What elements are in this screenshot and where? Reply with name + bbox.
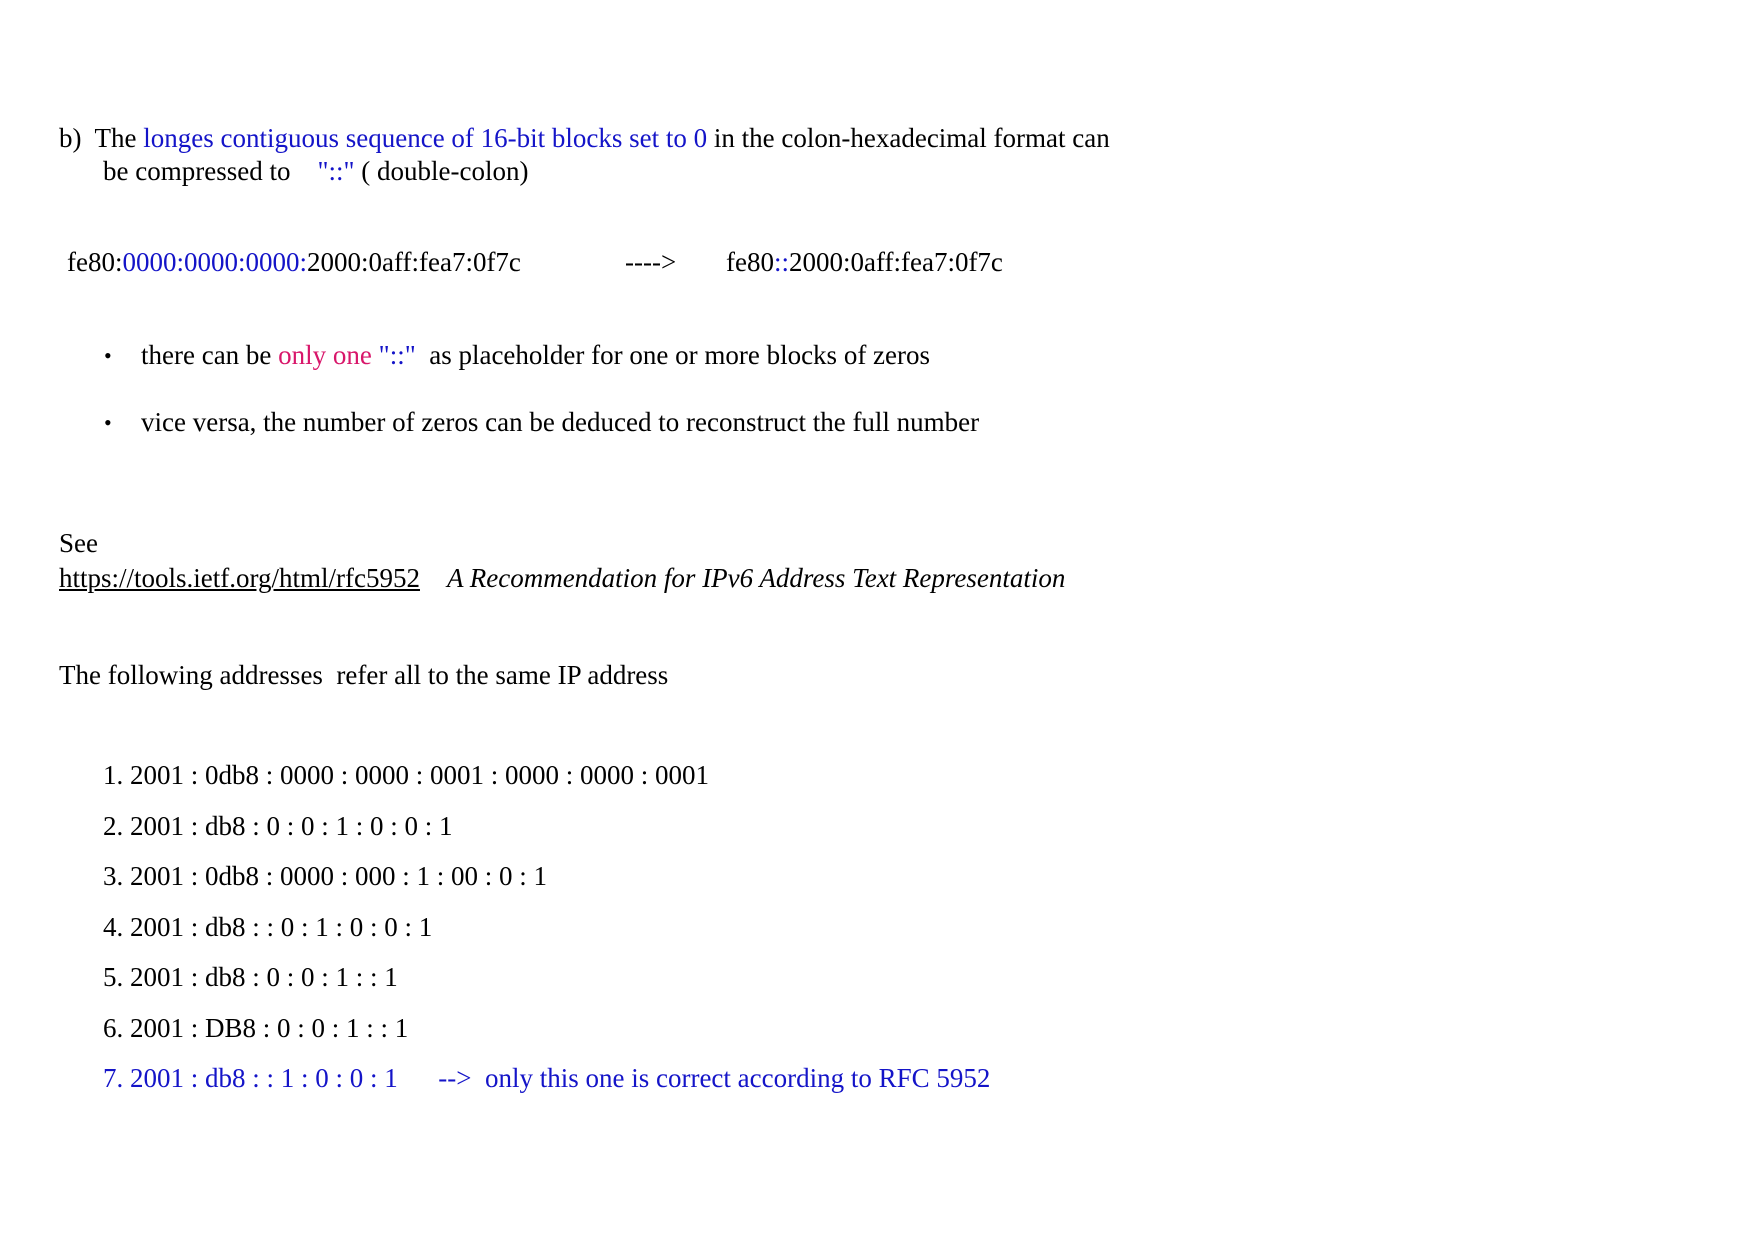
bullet-item-1-pink: only one <box>278 340 372 370</box>
section-b-line1-highlight: longes contiguous sequence of 16-bit blocks set to 0 <box>143 123 708 153</box>
bullet-item-1-post: as placeholder for one or more blocks of zeros <box>429 340 931 370</box>
section-b-line2-highlight: "::" <box>317 156 355 186</box>
example-full-address <box>67 246 521 278</box>
example-short-address <box>726 246 1003 278</box>
following-text: The following addresses refer all to the same IP address <box>59 660 669 690</box>
section-b-line1 <box>59 122 1110 154</box>
section-b-line2-pre: be compressed to <box>103 156 291 186</box>
bullet-dot-icon: • <box>104 343 112 368</box>
section-b-marker: b) <box>59 123 82 153</box>
list-item: 3. 2001 : 0db8 : 0000 : 000 : 1 : 00 : 0 : 1 <box>103 861 548 891</box>
correct-note: --> only this one is correct according to RFC 5952 <box>438 1063 991 1093</box>
example-arrow: ----> <box>625 247 677 277</box>
list-item: 2. 2001 : db8 : 0 : 0 : 1 : 0 : 0 : 1 <box>103 811 453 841</box>
example-full-zeros: 0000:0000:0000: <box>122 247 307 277</box>
see-label: See <box>59 528 98 558</box>
list-item: 6. 2001 : DB8 : 0 : 0 : 1 : : 1 <box>103 1013 409 1043</box>
bullet-item-2-text: vice versa, the number of zeros can be deduced to reconstruct the full number <box>141 407 980 437</box>
example-short-suffix: 2000:0aff:fea7:0f7c <box>789 247 1003 277</box>
example-full-suffix: 2000:0aff:fea7:0f7c <box>307 247 521 277</box>
section-b-line1-pre: The <box>94 123 137 153</box>
rfc-title: A Recommendation for IPv6 Address Text Representation <box>446 563 1066 593</box>
list-item: 5. 2001 : db8 : 0 : 0 : 1 : : 1 <box>103 962 398 992</box>
bullet-item-1-pre: there can be <box>141 340 272 370</box>
correct-address: 7. 2001 : db8 : : 1 : 0 : 0 : 1 <box>103 1063 398 1093</box>
bullet-item-1-text <box>141 339 930 371</box>
section-b-line1-post: in the colon-hexadecimal format can <box>713 123 1110 153</box>
list-item: 4. 2001 : db8 : : 0 : 1 : 0 : 0 : 1 <box>103 912 433 942</box>
example-short-colons: :: <box>773 247 789 277</box>
see-reference <box>59 562 1065 594</box>
bullet-dot-icon: • <box>104 410 112 435</box>
section-b-line2-post: ( double-colon) <box>361 156 529 186</box>
bullet-item-1-blue: "::" <box>378 340 416 370</box>
example-short-prefix: fe80 <box>726 247 774 277</box>
example-full-prefix: fe80: <box>67 247 123 277</box>
correct-address-item <box>103 1062 990 1094</box>
section-b-line2 <box>103 155 528 187</box>
rfc-link[interactable]: https://tools.ietf.org/html/rfc5952 <box>59 563 420 593</box>
list-item: 1. 2001 : 0db8 : 0000 : 0000 : 0001 : 0000 : 0000 : 0001 <box>103 760 710 790</box>
